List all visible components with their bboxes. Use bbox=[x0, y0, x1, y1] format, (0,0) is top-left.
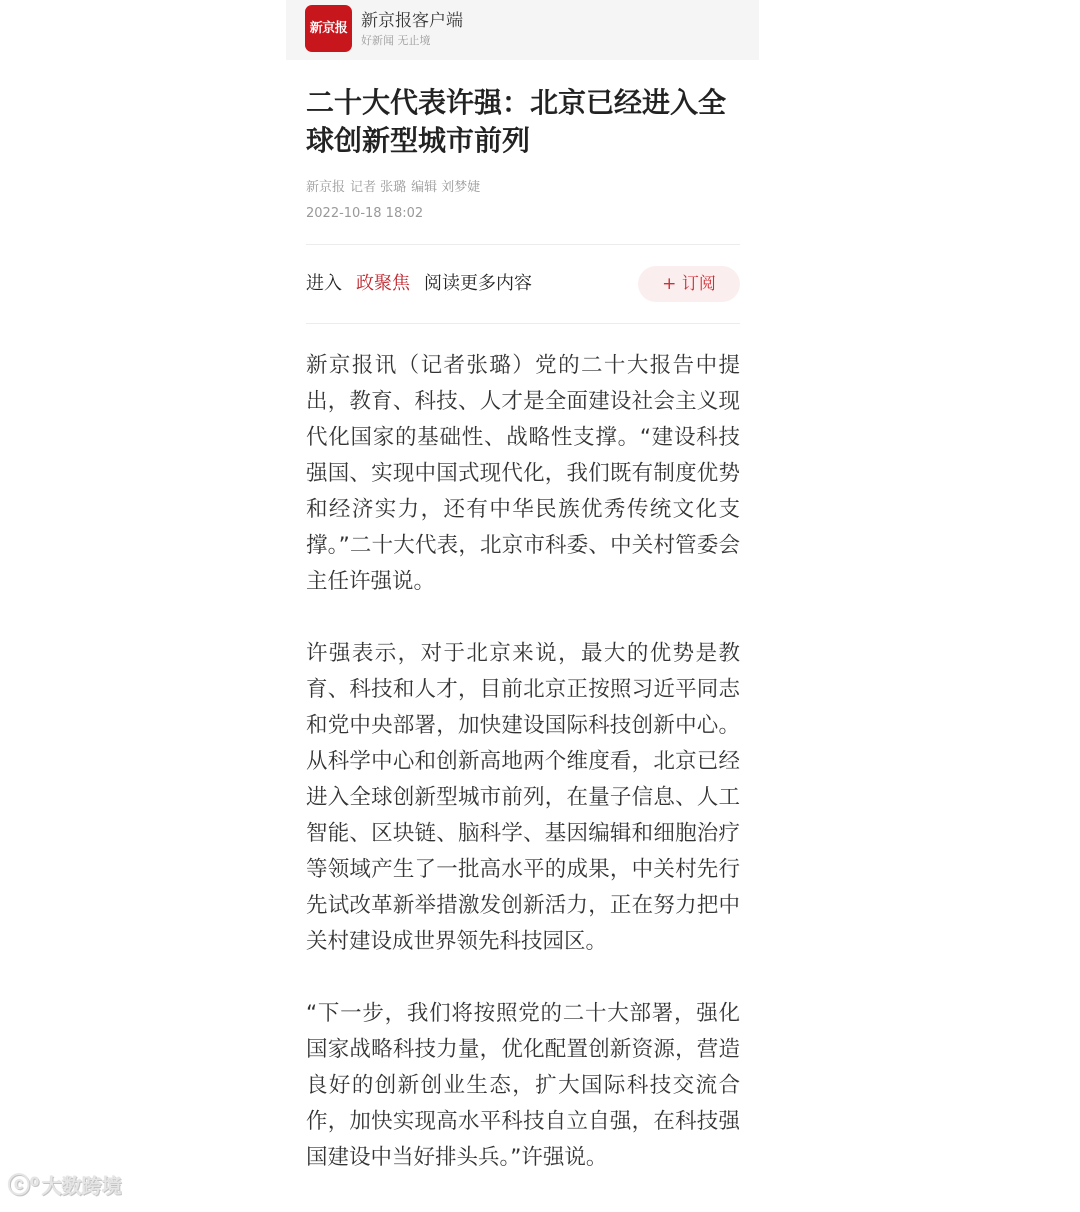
app-slogan: 好新闻 无止境 bbox=[361, 34, 431, 47]
app-name: 新京报客户端 bbox=[361, 11, 463, 31]
article-byline bbox=[306, 178, 740, 198]
watermark-text: 大数跨境 bbox=[41, 1174, 122, 1198]
app-logo: 新京报 bbox=[305, 5, 352, 52]
subscribe-button[interactable]: + 订阅 bbox=[638, 266, 740, 302]
article-title: 二十大代表许强：北京已经进入全球创新型城市前列 bbox=[306, 86, 727, 157]
channel-link[interactable] bbox=[306, 272, 532, 296]
article-source: 新京报 bbox=[306, 180, 346, 195]
channel-bar bbox=[306, 245, 740, 323]
article-editor: 编辑 刘梦婕 bbox=[411, 180, 481, 195]
article-page bbox=[286, 0, 759, 1207]
watermark bbox=[8, 1170, 122, 1202]
watermark-logo-icon: ⓒ⁰ bbox=[8, 1174, 40, 1199]
article-reporter: 记者 张璐 bbox=[350, 180, 407, 195]
article-content bbox=[306, 84, 740, 1212]
article-paragraph: 新京报讯（记者张璐）党的二十大报告中提出，教育、科技、人才是全面建设社会主义现代化国家的基础性、战略性支撑。“建设科技强国、实现中国式现代化，我们既有制度优势和经济实力，还有中华民族优秀传统文化支撑。”二十大代表，北京市科委、中关村管委会主任许强说。 bbox=[306, 353, 740, 594]
article-paragraph: 许强表示，对于北京来说，最大的优势是教育、科技和人才，目前北京正按照习近平同志和党中央部署，加快建设国际科技创新中心。从科学中心和创新高地两个维度看，北京已经进入全球创新型城市前列，在量子信息、人工智能、区块链、脑科学、基因编辑和细胞治疗等领域产生了一批高水平的成果，中关村先行先试改革新举措激发创新活力，正在努力把中关村建设成世界领先科技园区。 bbox=[306, 641, 740, 954]
article-body bbox=[306, 348, 740, 1176]
divider bbox=[306, 323, 740, 324]
app-download-banner[interactable] bbox=[286, 0, 759, 60]
channel-prefix: 进入 bbox=[306, 273, 342, 294]
article-paragraph: “下一步，我们将按照党的二十大部署，强化国家战略科技力量，优化配置创新资源，营造良好的创新创业生态，扩大国际科技交流合作，加快实现高水平科技自立自强，在科技强国建设中当好排头兵。”许强说。 bbox=[306, 1001, 740, 1170]
channel-name[interactable]: 政聚焦 bbox=[356, 273, 410, 294]
channel-suffix: 阅读更多内容 bbox=[424, 273, 532, 294]
article-date: 2022-10-18 18:02 bbox=[306, 206, 424, 221]
